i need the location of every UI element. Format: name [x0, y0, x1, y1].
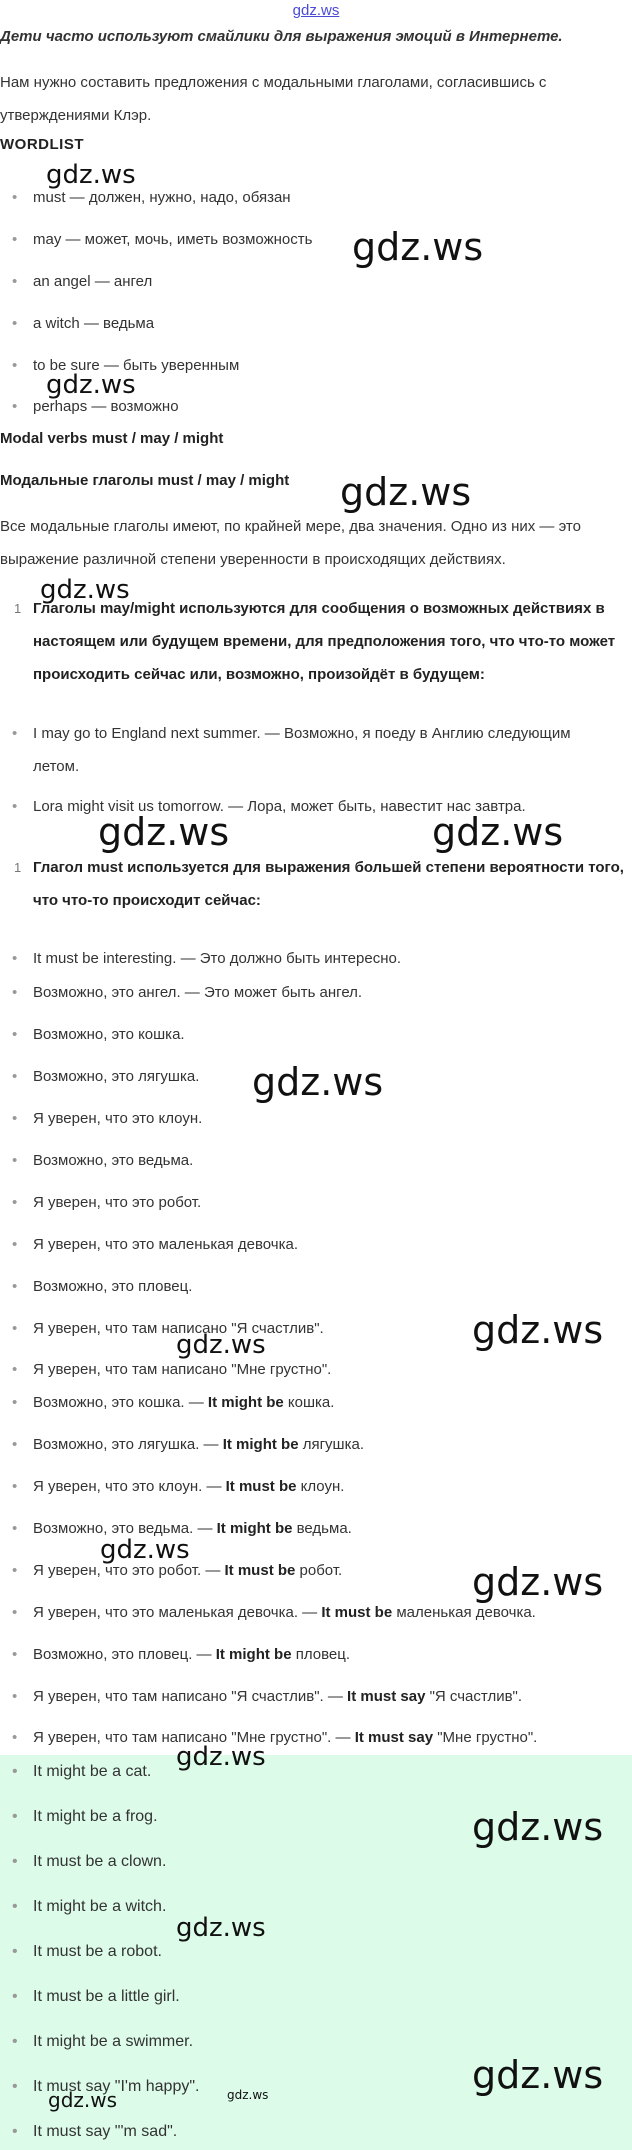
- task-text: Нам нужно составить предложения с модальными глаголами, согласившись с утверждениями Клэр.: [0, 74, 547, 124]
- watermark: gdz.ws: [472, 2053, 604, 2097]
- watermark: gdz.ws: [176, 1742, 266, 1772]
- rule-number: 1: [14, 601, 22, 616]
- watermark: gdz.ws: [340, 470, 472, 514]
- watermark: gdz.ws: [98, 810, 230, 854]
- watermark: gdz.ws: [100, 1535, 190, 1565]
- watermark: gdz.ws: [40, 575, 130, 605]
- watermark: gdz.ws: [46, 370, 136, 400]
- watermark: gdz.ws: [48, 2088, 118, 2112]
- watermark: gdz.ws: [472, 1308, 604, 1352]
- wordlist-heading: WORDLIST: [0, 136, 84, 153]
- watermark: gdz.ws: [46, 160, 136, 190]
- modal-heading-ru: Модальные глаголы must / may / might: [0, 472, 290, 489]
- watermark: gdz.ws: [227, 2088, 269, 2102]
- watermark: gdz.ws: [352, 225, 484, 269]
- watermark: gdz.ws: [472, 1560, 604, 1604]
- watermark: gdz.ws: [432, 810, 564, 854]
- modal-heading: Modal verbs must / may / might: [0, 430, 224, 447]
- rule-text: Глаголы may/might используются для сообщения о возможных действиях в настоящем или будущем времени, для предположения того, что что-то может происходить сейчас или, возможно, произойдёт в будущем:: [33, 600, 616, 683]
- watermark: gdz.ws: [472, 1805, 604, 1849]
- modal-paragraph: Все модальные глаголы имеют, по крайней мере, два значения. Одно из них — это выражение различной степени уверенности в происходящих действиях.: [0, 518, 581, 568]
- watermark: gdz.ws: [252, 1060, 384, 1104]
- rule-text: Глагол must используется для выражения большей степени вероятности того, что что-то происходит сейчас:: [33, 859, 624, 909]
- intro-text: Дети часто используют смайлики для выражения эмоций в Интернете.: [0, 28, 563, 45]
- watermark: gdz.ws: [176, 1913, 266, 1943]
- watermark: gdz.ws: [176, 1330, 266, 1360]
- rule-number: 1: [14, 860, 22, 875]
- site-link[interactable]: gdz.ws: [292, 2, 340, 19]
